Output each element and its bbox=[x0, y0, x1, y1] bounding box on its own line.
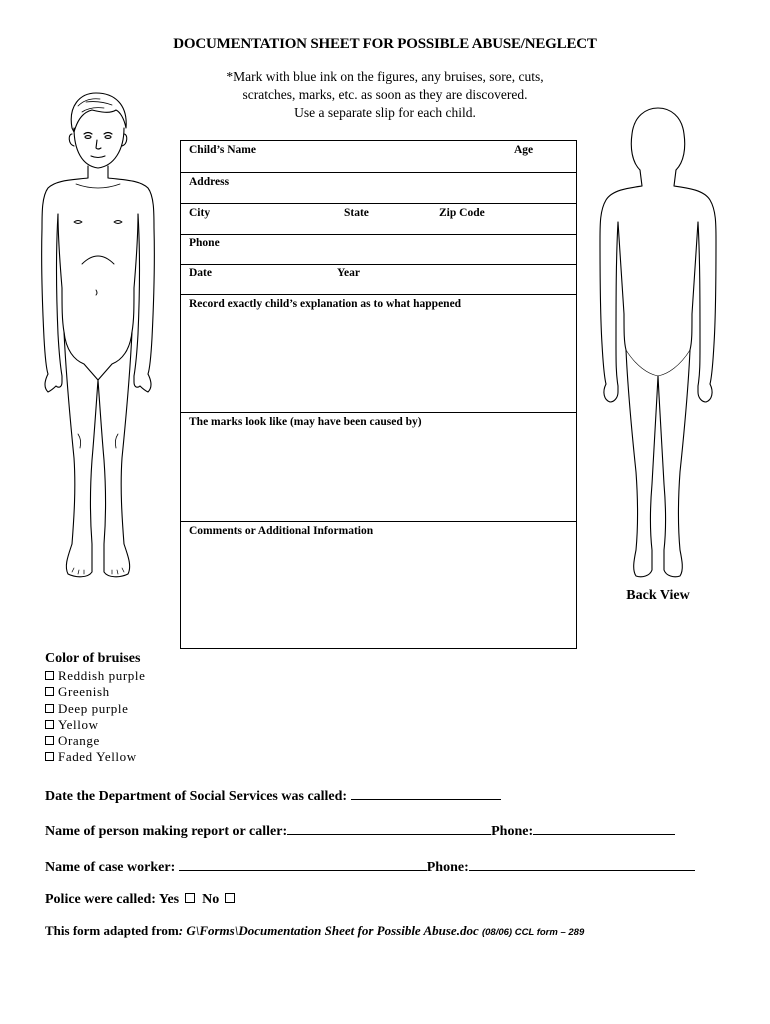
police-called-line bbox=[45, 892, 239, 908]
front-body-figure[interactable] bbox=[34, 88, 162, 584]
police-no-label: No bbox=[202, 892, 220, 907]
address-label: Address bbox=[189, 176, 230, 188]
bruise-option-reddish-purple[interactable]: Reddish purple bbox=[45, 668, 145, 684]
child-info-form bbox=[180, 140, 577, 649]
bruise-option-faded-yellow[interactable]: Faded Yellow bbox=[45, 749, 145, 765]
reporter-phone-label: Phone: bbox=[491, 824, 534, 839]
childs-name-label: Child’s Name bbox=[189, 144, 256, 156]
dss-called-date-field[interactable] bbox=[351, 786, 501, 800]
checkbox[interactable] bbox=[45, 736, 54, 745]
police-called-label: Police were called: bbox=[45, 892, 156, 907]
explanation-area[interactable] bbox=[181, 295, 576, 413]
year-label: Year bbox=[337, 267, 360, 279]
bruise-colors bbox=[45, 651, 145, 766]
bruise-option-yellow[interactable]: Yellow bbox=[45, 717, 145, 733]
footer-note bbox=[45, 923, 584, 939]
police-no-checkbox[interactable] bbox=[225, 893, 235, 903]
date-year-row[interactable] bbox=[181, 265, 576, 295]
reporter-name-field[interactable] bbox=[287, 821, 491, 835]
footer-prefix: This form adapted from bbox=[45, 923, 179, 938]
bruise-option-greenish[interactable]: Greenish bbox=[45, 684, 145, 700]
address-row[interactable] bbox=[181, 173, 576, 204]
checkbox[interactable] bbox=[45, 671, 54, 680]
police-yes-checkbox[interactable] bbox=[185, 893, 195, 903]
instruction-line-1: *Mark with blue ink on the figures, any bruises, sore, cuts, bbox=[226, 69, 544, 84]
city-label: City bbox=[189, 207, 211, 219]
case-worker-phone-field[interactable] bbox=[469, 857, 695, 871]
dss-called-label: Date the Department of Social Services was called: bbox=[45, 789, 348, 804]
case-worker-name-field[interactable] bbox=[179, 857, 427, 871]
footer-form-code: (08/06) CCL form – 289 bbox=[481, 927, 585, 938]
checkbox[interactable] bbox=[45, 704, 54, 713]
instruction-line-3: Use a separate slip for each child. bbox=[294, 105, 476, 120]
date-label: Date bbox=[189, 267, 212, 279]
childs-name-row[interactable] bbox=[181, 141, 576, 173]
case-worker-phone-label: Phone: bbox=[426, 860, 469, 875]
dss-called-line bbox=[45, 786, 501, 805]
city-state-zip-row[interactable] bbox=[181, 204, 576, 235]
instructions bbox=[180, 68, 590, 122]
reporter-phone-field[interactable] bbox=[533, 821, 675, 835]
case-worker-line bbox=[45, 857, 695, 876]
checkbox[interactable] bbox=[45, 687, 54, 696]
marks-label: The marks look like (may have been caused by) bbox=[189, 416, 422, 428]
instruction-line-2: scratches, marks, etc. as soon as they are discovered. bbox=[242, 87, 528, 102]
police-yes-label: Yes bbox=[158, 892, 180, 907]
bruise-colors-title: Color of bruises bbox=[45, 651, 141, 666]
bruise-option-deep-purple[interactable]: Deep purple bbox=[45, 701, 145, 717]
case-worker-label: Name of case worker: bbox=[45, 860, 176, 875]
form-title: DOCUMENTATION SHEET FOR POSSIBLE ABUSE/NEGLECT bbox=[173, 36, 597, 52]
age-label: Age bbox=[514, 144, 534, 156]
state-label: State bbox=[344, 207, 369, 219]
checkbox[interactable] bbox=[45, 752, 54, 761]
reporter-line bbox=[45, 821, 675, 840]
checkbox[interactable] bbox=[45, 720, 54, 729]
marks-area[interactable] bbox=[181, 413, 576, 522]
back-view-label: Back View bbox=[626, 588, 690, 603]
comments-area[interactable] bbox=[181, 522, 576, 648]
zip-code-label: Zip Code bbox=[439, 207, 485, 219]
bruise-option-orange[interactable]: Orange bbox=[45, 733, 145, 749]
reporter-label: Name of person making report or caller: bbox=[45, 824, 288, 839]
phone-label: Phone bbox=[189, 237, 220, 249]
comments-label: Comments or Additional Information bbox=[189, 525, 374, 537]
phone-row[interactable] bbox=[181, 235, 576, 265]
back-body-figure[interactable] bbox=[592, 104, 724, 580]
footer-path: : G\Forms\Documentation Sheet for Possible Abuse.doc bbox=[178, 923, 479, 938]
explanation-label: Record exactly child’s explanation as to what happened bbox=[189, 298, 462, 310]
